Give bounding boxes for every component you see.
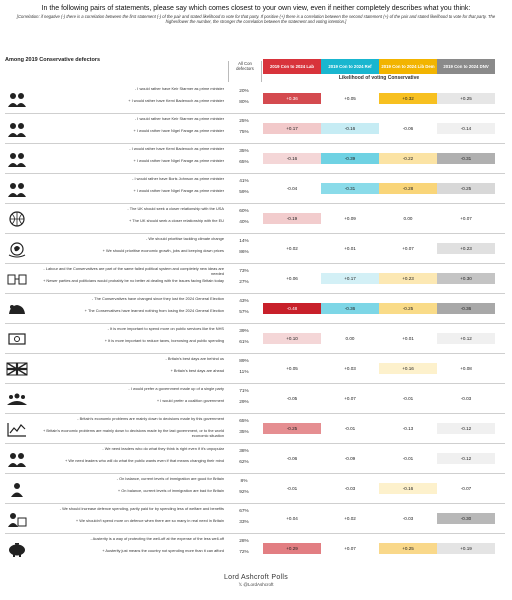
negative-share: 60% (239, 209, 249, 214)
correlation-cell-lib: -0.13 (379, 423, 437, 434)
trend-icon (6, 420, 30, 438)
correlation-cell-ref: -0.03 (321, 483, 379, 494)
correlation-cell-ref: -0.09 (321, 453, 379, 464)
correlation-cell-lib: 0.00 (379, 213, 437, 224)
correlation-cell-dnv: -0.12 (437, 453, 495, 464)
correlation-cell-ref: +0.07 (321, 393, 379, 404)
negative-share: 43% (239, 299, 249, 304)
positive-statement: + It is more important to reduce taxes, borrowing and public spending (104, 338, 224, 343)
correlation-cell-dnv: +0.23 (437, 243, 495, 254)
correlation-cell-lab: +0.36 (263, 93, 321, 104)
negative-statement: - The UK should seek a closer relationship with the USA (127, 206, 224, 211)
correlation-cell-ref: +0.01 (321, 243, 379, 254)
leaders-icon (6, 450, 30, 468)
correlation-cell-ref: +0.17 (321, 273, 379, 284)
correlation-cell-dnv: -0.31 (437, 153, 495, 164)
correlation-cell-dnv: +0.08 (437, 363, 495, 374)
negative-share: 71% (239, 389, 249, 394)
negative-statement: - It is more important to spend more on public services like the NHS (107, 326, 224, 331)
correlation-cell-lab: -0.04 (263, 183, 321, 194)
subheader: Likelihood of voting Conservative (338, 75, 420, 81)
negative-statement: - The Conservatives have changed since they lost the 2024 General Election (91, 296, 224, 301)
column-header-ref: 2019 Con to 2024 Ref (321, 59, 379, 74)
positive-share: 62% (239, 460, 249, 465)
table-row (0, 114, 512, 144)
tories-icon (6, 300, 30, 318)
correlation-cell-lib: +0.25 (379, 543, 437, 554)
correlation-cell-lab: -0.05 (263, 393, 321, 404)
negative-statement: - Austerity is a way of protecting the well-off at the expense of the less well-off (90, 536, 224, 541)
correlation-cell-dnv: +0.07 (437, 213, 495, 224)
correlation-cell-lib: -0.03 (379, 513, 437, 524)
correlation-cell-lab: +0.17 (263, 123, 321, 134)
correlation-cell-lab: +0.02 (263, 243, 321, 254)
positive-statement: + I would rather have Nigel Farage as prime minister (133, 188, 224, 193)
correlation-cell-lib: +0.23 (379, 273, 437, 284)
table-row (0, 354, 512, 384)
positive-statement: + The UK should seek a closer relationship with the EU (129, 218, 224, 223)
defectors-header: All Con defectors (228, 61, 262, 82)
correlation-cell-dnv: +0.30 (437, 273, 495, 284)
correlation-cell-ref: +0.07 (321, 543, 379, 554)
piggy-bank-icon (6, 540, 30, 558)
positive-statement: + We need leaders who will do what the public wants even if that means changing their mind (65, 458, 224, 463)
positive-statement: + Britain's economic problems are mainly down to decisions made by the last government, or to the world economic situation (43, 428, 224, 438)
table-row (0, 264, 512, 294)
immigration-icon (6, 480, 30, 498)
table-row (0, 324, 512, 354)
positive-statement: + On balance, current levels of immigration are bad for Britain (117, 488, 224, 493)
union-flag-icon (6, 360, 30, 378)
correlation-cell-lab: +0.29 (263, 543, 321, 554)
negative-share: 89% (239, 359, 249, 364)
footer (0, 574, 512, 588)
correlation-cell-lab: +0.10 (263, 333, 321, 344)
negative-statement: - We should increase defence spending, partly paid for by spending less of welfare and benefits (59, 506, 224, 511)
negative-statement: - I would rather have Keir Starmer as prime minister (134, 116, 224, 121)
negative-share: 73% (239, 269, 249, 274)
positive-share: 92% (239, 490, 249, 495)
correlation-cell-dnv: +0.25 (437, 93, 495, 104)
correlation-cell-lab: +0.06 (263, 273, 321, 284)
negative-share: 8% (240, 479, 248, 484)
correlation-cell-ref: +0.09 (321, 213, 379, 224)
correlation-cell-lib: +0.16 (379, 363, 437, 374)
correlation-cell-dnv: -0.36 (437, 303, 495, 314)
correlation-cell-dnv: +0.19 (437, 543, 495, 554)
correlation-cell-ref: -0.01 (321, 423, 379, 434)
negative-statement: - I would prefer a government made up of a single party (128, 386, 224, 391)
correlation-cell-lib: -0.22 (379, 153, 437, 164)
correlation-cell-ref: +0.02 (321, 513, 379, 524)
positive-share: 86% (239, 250, 249, 255)
column-header-lab: 2019 Con to 2024 Lab (263, 59, 321, 74)
correlation-cell-dnv: -0.25 (437, 183, 495, 194)
correlation-cell-lab: +0.05 (263, 363, 321, 374)
table-row (0, 84, 512, 114)
table-row (0, 444, 512, 474)
positive-statement: + We should prioritise economic growth, jobs and keeping down prices (102, 248, 224, 253)
positive-statement: + I would prefer a coalition government (156, 398, 224, 403)
positive-share: 75% (239, 130, 249, 135)
correlation-cell-ref: +0.03 (321, 363, 379, 374)
negative-statement: - We should prioritise tackling climate change (146, 236, 224, 241)
table-row (0, 204, 512, 234)
negative-statement: - I would rather have Keir Starmer as prime minister (134, 86, 224, 91)
correlation-cell-lab: -0.06 (263, 453, 321, 464)
table-row (0, 174, 512, 204)
correlation-cell-dnv: -0.14 (437, 123, 495, 134)
negative-share: 20% (239, 89, 249, 94)
negative-statement: - Britain's economic problems are mainly down to decisions made by this government (77, 416, 224, 421)
correlation-cell-lib: -0.06 (379, 123, 437, 134)
table-row (0, 384, 512, 414)
table-row (0, 144, 512, 174)
negative-share: 38% (239, 449, 249, 454)
leaders-icon (6, 150, 30, 168)
correlation-cell-dnv: -0.12 (437, 423, 495, 434)
negative-share: 41% (239, 179, 249, 184)
leaders-icon (6, 90, 30, 108)
people-icon (6, 390, 30, 408)
positive-share: 35% (239, 430, 249, 435)
positive-share: 40% (239, 220, 249, 225)
correlation-cell-lib: +0.32 (379, 93, 437, 104)
positive-share: 27% (239, 280, 249, 285)
correlation-cell-ref: -0.31 (321, 183, 379, 194)
negative-statement: - On balance, current levels of immigration are good for Britain (116, 476, 224, 481)
negative-statement: - We need leaders who do what they think is right even if it's unpopular (102, 446, 224, 451)
leaders-icon (6, 180, 30, 198)
correlation-cell-lab: +0.04 (263, 513, 321, 524)
globe-icon (6, 210, 30, 228)
positive-share: 57% (239, 310, 249, 315)
correlation-cell-lib: -0.16 (379, 483, 437, 494)
column-header-dnv: 2019 Con to 2024 DNV (437, 59, 495, 74)
table-row (0, 414, 512, 444)
table-row (0, 504, 512, 534)
negative-share: 39% (239, 329, 249, 334)
correlation-note: [Correlation: if negative (-) there is a correlation between the first statement (-) of the pair and stated likelihood to vote for that party. If positive (+) there is a correlation between the second statement (+) of the pair and stated likelihood to vote for that party. The higher/lower the number, the stronger the correlation between the statement and voting intention.] (16, 14, 496, 25)
parties-icon (6, 270, 30, 288)
table-row (0, 534, 512, 564)
positive-share: 29% (239, 400, 249, 405)
positive-share: 80% (239, 100, 249, 105)
positive-statement: + The Conservatives have learned nothing from losing the 2024 General Election (84, 308, 224, 313)
correlation-cell-lab: -0.19 (263, 213, 321, 224)
correlation-cell-dnv: +0.12 (437, 333, 495, 344)
correlation-cell-dnv: -0.07 (437, 483, 495, 494)
negative-share: 28% (239, 539, 249, 544)
correlation-cell-ref: -0.16 (321, 123, 379, 134)
correlation-cell-lab: -0.16 (263, 153, 321, 164)
positive-statement: + I would rather have Nigel Farage as prime minister (133, 128, 224, 133)
negative-statement: - I would rather have Boris Johnson as prime minister (132, 176, 224, 181)
correlation-cell-lab: -0.25 (263, 423, 321, 434)
correlation-cell-ref: +0.05 (321, 93, 379, 104)
correlation-cell-lab: -0.01 (263, 483, 321, 494)
negative-statement: - Britain's best days are behind us (165, 356, 224, 361)
among-label: Among 2019 Conservative defectors (5, 57, 101, 63)
positive-statement: + I would rather have Nigel Farage as prime minister (133, 158, 224, 163)
correlation-cell-lib: -0.01 (379, 453, 437, 464)
correlation-cell-dnv: -0.03 (437, 393, 495, 404)
positive-share: 33% (239, 520, 249, 525)
positive-share: 11% (239, 370, 249, 375)
negative-share: 35% (239, 149, 249, 154)
positive-statement: + Britain's best days are ahead (170, 368, 224, 373)
negative-statement: - Labour and the Conservatives are part of the same failed political system and completely new ideas are needed (43, 266, 224, 276)
negative-share: 14% (239, 239, 249, 244)
correlation-cell-ref: -0.36 (321, 303, 379, 314)
positive-statement: + I would rather have Kemi Badenoch as prime minister (128, 98, 224, 103)
negative-share: 25% (239, 119, 249, 124)
column-header-libdem: 2019 Con to 2024 Lib Dem (379, 59, 437, 74)
question-text: In the following pairs of statements, please say which comes closest to your own view, even if neither completely describes what you think: (41, 5, 471, 12)
negative-statement: - I would rather have Kemi Badenoch as prime minister (129, 146, 224, 151)
money-icon (6, 330, 30, 348)
social-handle: 𝕏 @LordAshcroft (238, 582, 274, 587)
correlation-cell-lib: -0.01 (379, 393, 437, 404)
intro (4, 4, 508, 25)
welfare-icon (6, 510, 30, 528)
correlation-cell-lib: -0.28 (379, 183, 437, 194)
table-row (0, 294, 512, 324)
correlation-cell-lib: -0.25 (379, 303, 437, 314)
negative-share: 65% (239, 419, 249, 424)
positive-share: 72% (239, 550, 249, 555)
positive-share: 65% (239, 160, 249, 165)
leaders-icon (6, 120, 30, 138)
brand-name: Lord Ashcroft Polls (223, 574, 289, 581)
table-row (0, 234, 512, 264)
climate-icon (6, 240, 30, 258)
correlation-cell-lab: -0.48 (263, 303, 321, 314)
positive-share: 61% (239, 340, 249, 345)
correlation-cell-ref: -0.39 (321, 153, 379, 164)
negative-share: 67% (239, 509, 249, 514)
correlation-cell-dnv: -0.30 (437, 513, 495, 524)
positive-statement: + Austerity just means the country not spending more than it can afford (102, 548, 224, 553)
positive-statement: + We shouldn't spend more on defence when there are so many in real need in Britain (75, 518, 224, 523)
positive-share: 59% (239, 190, 249, 195)
correlation-cell-lib: +0.07 (379, 243, 437, 254)
table-row (0, 474, 512, 504)
correlation-cell-ref: 0.00 (321, 333, 379, 344)
correlation-cell-lib: +0.01 (379, 333, 437, 344)
positive-statement: + Newer parties and politicians would probably be no better at dealing with the issues facing Britain today (43, 278, 224, 283)
